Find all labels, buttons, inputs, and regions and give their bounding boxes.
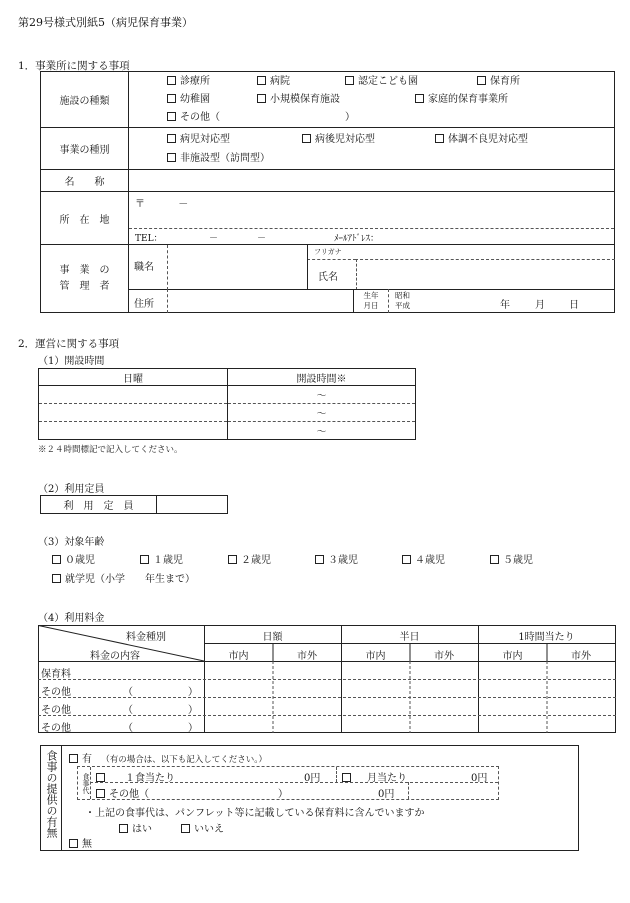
checkbox[interactable] (435, 134, 444, 143)
hours-time-cell[interactable]: ～ (228, 386, 416, 404)
hours-day-cell[interactable] (39, 404, 228, 422)
fee-sub-outside: 市外 (434, 651, 454, 662)
checkbox[interactable] (402, 555, 411, 564)
checkbox[interactable] (345, 76, 354, 85)
fee-group-half: 半日 (399, 632, 420, 643)
checkbox[interactable] (119, 824, 128, 833)
residence-label: 住所 (134, 299, 154, 310)
fee-row-label: その他 (41, 723, 71, 734)
meal-per-month-option[interactable]: 月当たり (342, 769, 407, 784)
business-option-unwell[interactable]: 体調不良児対応型 (435, 130, 528, 149)
form-number: 第29号様式別紙5（病児保育事業） (18, 16, 193, 29)
checkbox[interactable] (181, 824, 190, 833)
checkbox[interactable] (315, 555, 324, 564)
checkbox[interactable] (415, 94, 424, 103)
meal-yes-option[interactable]: 有 （有の場合は、以下も記入してください。） (69, 750, 267, 765)
furigana-label: フリガナ (314, 248, 342, 256)
meal-other-option[interactable]: その他（ (96, 785, 149, 800)
checkbox[interactable] (96, 773, 105, 782)
age-options (52, 551, 612, 565)
paren-close: ） (188, 723, 198, 734)
era-label: 昭和 平成 (395, 291, 410, 310)
month-label: 月 (535, 300, 545, 311)
meal-per-meal-yen: 0円 (304, 773, 321, 784)
meal-box (40, 745, 579, 851)
paren-open: （ (123, 723, 133, 734)
checkbox[interactable] (52, 555, 61, 564)
meal-label: 食事の提供の有無 (45, 750, 58, 838)
meal-answer-yes[interactable]: はい (119, 820, 152, 835)
fee-table (38, 625, 616, 733)
meal-fee-label: 食事代 (78, 767, 91, 799)
hours-title: （1）開設時間 (38, 356, 105, 367)
hours-table (38, 368, 416, 440)
checkbox[interactable] (96, 789, 105, 798)
fee-corner-top: 料金種別 (126, 632, 166, 643)
facility-type-label: 施設の種類 (41, 72, 129, 128)
meal-no-option[interactable]: 無 (69, 835, 92, 850)
checkbox[interactable] (69, 839, 78, 848)
checkbox[interactable] (167, 94, 176, 103)
paren-close: ） (278, 789, 288, 800)
day-label: 日 (569, 300, 579, 311)
meal-yes-note: （有の場合は、以下も記入してください。） (101, 755, 267, 765)
paren-open: （ (123, 687, 133, 698)
fee-sub-outside: 市外 (571, 651, 591, 662)
checkbox[interactable] (167, 76, 176, 85)
hours-header-day: 日曜 (39, 369, 228, 386)
hours-day-cell[interactable] (39, 386, 228, 404)
position-label: 職名 (134, 262, 154, 273)
address-label: 所 在 地 (41, 192, 129, 245)
age-option-school[interactable]: 就学児（小学 年生まで） (52, 570, 195, 585)
hours-day-cell[interactable] (39, 422, 228, 440)
paren-open: （ (123, 705, 133, 716)
paren-close: ） (188, 705, 198, 716)
checkbox[interactable] (342, 773, 351, 782)
contact-row (129, 229, 615, 245)
facility-table (40, 71, 615, 313)
capacity-table (40, 495, 228, 514)
manager-block (129, 245, 615, 313)
name-label: 名 称 (41, 170, 129, 192)
fee-row-label: その他 (41, 705, 71, 716)
hours-header-time: 開設時間※ (228, 369, 416, 386)
mail-label: ﾒｰﾙｱﾄﾞﾚｽ： (334, 234, 380, 244)
facility-option-kodomoen[interactable]: 認定こども園 (345, 73, 418, 91)
hours-time-cell[interactable]: ～ (228, 422, 416, 440)
meal-other-yen: 0円 (378, 789, 395, 800)
business-type-options (129, 128, 615, 170)
business-option-visit[interactable]: 非施設型（訪問型） (167, 149, 270, 168)
facility-other-close: ） (345, 111, 355, 123)
name-field[interactable] (129, 170, 615, 192)
hours-time-cell[interactable]: ～ (228, 404, 416, 422)
checkbox[interactable] (490, 555, 499, 564)
paren-close: ） (188, 687, 198, 698)
checkbox[interactable] (257, 76, 266, 85)
meal-fee-box (77, 766, 499, 800)
section2-title: 2．運営に関する事項 (18, 338, 120, 350)
age-option-1[interactable]: １歳児 (140, 551, 183, 566)
checkbox[interactable] (52, 574, 61, 583)
furigana-field[interactable] (355, 245, 615, 260)
fee-sub-inside: 市内 (502, 651, 523, 662)
checkbox[interactable] (257, 94, 266, 103)
fee-title: （4）利用料金 (38, 613, 105, 624)
facility-option-home-nursery[interactable]: 家庭的保育事業所 (415, 91, 508, 109)
address-field[interactable] (129, 192, 615, 229)
fee-row-label: 保育料 (41, 669, 71, 680)
birth-label: 生年 月日 (353, 289, 389, 313)
capacity-label: 利 用 定 員 (41, 496, 157, 514)
age-title: （3）対象年齢 (38, 537, 105, 548)
business-option-sick[interactable]: 病児対応型 (167, 130, 230, 149)
facility-option-nursery[interactable]: 保育所 (477, 73, 520, 91)
fullname-field[interactable] (355, 259, 615, 290)
facility-option-other[interactable]: その他（ (167, 109, 220, 127)
checkbox[interactable] (167, 134, 176, 143)
meal-per-meal-option[interactable]: １食当たり (96, 769, 175, 784)
section1-title: 1．事業所に関する事項 (18, 60, 130, 72)
checkbox[interactable] (69, 754, 78, 763)
business-option-recovery[interactable]: 病後児対応型 (302, 130, 375, 149)
postal-dash: － (178, 199, 189, 210)
checkbox[interactable] (228, 555, 237, 564)
capacity-title: （2）利用定員 (38, 484, 105, 495)
fee-group-daily: 日額 (262, 632, 283, 643)
meal-per-month-yen: 0円 (471, 773, 488, 784)
tel-label: TEL： (135, 234, 163, 244)
fee-corner-bottom: 料金の内容 (90, 651, 140, 662)
age-option-2[interactable]: ２歳児 (228, 551, 271, 566)
tel-dash-1: － (209, 234, 219, 244)
postal-mark: 〒 (135, 199, 145, 210)
facility-option-clinic[interactable]: 診療所 (167, 73, 210, 91)
checkbox[interactable] (302, 134, 311, 143)
fee-sub-inside: 市内 (365, 651, 386, 662)
fee-group-hourly: 1時間当たり (518, 632, 575, 643)
fullname-label: 氏名 (318, 272, 338, 283)
meal-answer-no[interactable]: いいえ (181, 820, 224, 835)
facility-option-hospital[interactable]: 病院 (257, 73, 290, 91)
manager-label: 事 業 の 管 理 者 (41, 245, 129, 313)
position-field[interactable] (167, 245, 307, 290)
capacity-field[interactable] (157, 496, 228, 514)
fee-sub-outside: 市外 (297, 651, 317, 662)
checkbox[interactable] (477, 76, 486, 85)
age-option-3[interactable]: ３歳児 (315, 551, 358, 566)
meal-question: ・上記の食事代は、パンフレット等に記載している保育料に含んでいますか (85, 808, 425, 819)
fee-row-label: その他 (41, 687, 71, 698)
facility-option-kindergarten[interactable]: 幼稚園 (167, 91, 210, 109)
checkbox[interactable] (167, 153, 176, 162)
age-option-4[interactable]: ４歳児 (402, 551, 445, 566)
hours-note: ※２４時間標記で記入してください。 (38, 445, 183, 455)
year-label: 年 (500, 300, 510, 311)
tel-dash-2: － (257, 234, 267, 244)
facility-type-options (129, 72, 615, 128)
checkbox[interactable] (140, 555, 149, 564)
facility-option-small-nursery[interactable]: 小規模保育施設 (257, 91, 340, 109)
fee-sub-inside: 市内 (228, 651, 249, 662)
age-option-5[interactable]: ５歳児 (490, 551, 533, 566)
business-type-label: 事業の種別 (41, 128, 129, 170)
residence-field[interactable] (167, 289, 353, 313)
checkbox[interactable] (167, 112, 176, 121)
age-option-0[interactable]: ０歳児 (52, 551, 95, 566)
